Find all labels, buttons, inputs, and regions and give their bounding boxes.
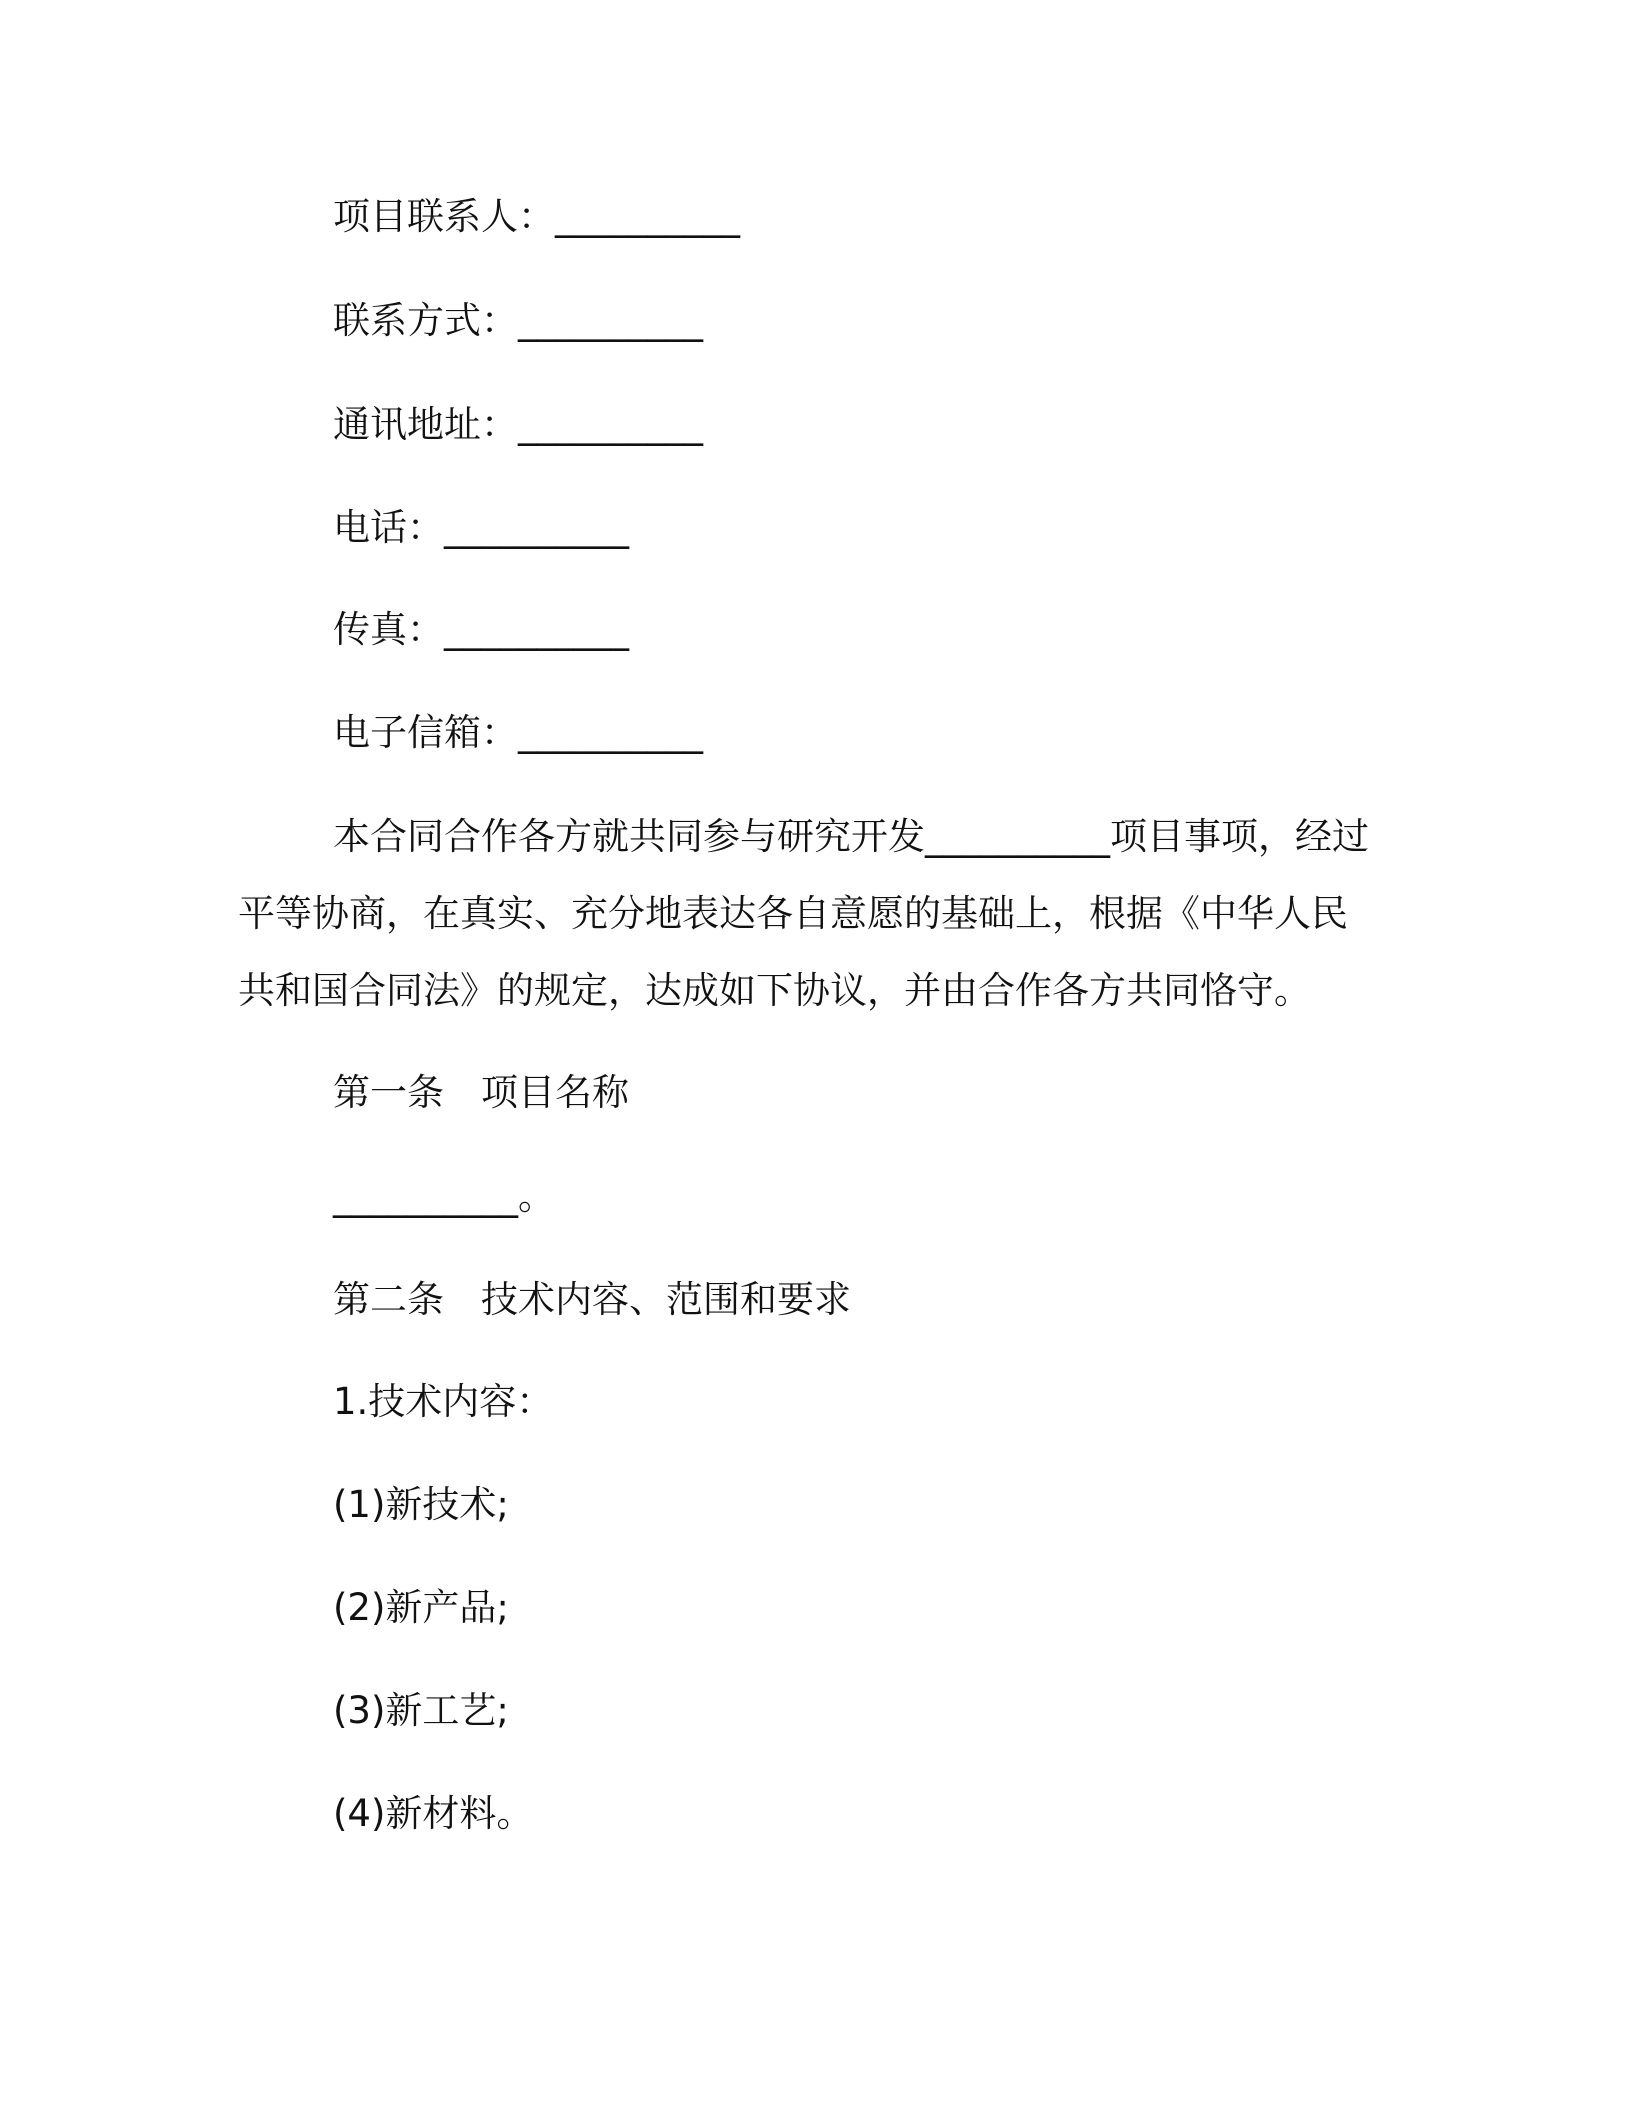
list-item: (1)新技术;	[333, 1483, 509, 1526]
field-blank: __________	[444, 608, 629, 651]
preamble-line-1: 本合同合作各方就共同参与研究开发__________项目事项，经过	[333, 815, 1369, 858]
article-1-blank: __________。	[333, 1175, 555, 1218]
list-item: (3)新工艺;	[333, 1689, 509, 1732]
field-project-contact	[333, 192, 740, 242]
field-label: 电子信箱：	[333, 711, 518, 754]
article-2-heading: 第二条 技术内容、范围和要求	[333, 1278, 851, 1321]
field-label: 电话：	[333, 506, 444, 549]
list-item: (2)新产品;	[333, 1586, 509, 1629]
field-blank: __________	[518, 299, 703, 342]
list-item: (4)新材料。	[333, 1792, 534, 1835]
field-label: 联系方式：	[333, 299, 518, 342]
field-blank: __________	[518, 403, 703, 446]
preamble-line-3: 共和国合同法》的规定，达成如下协议，并由合作各方共同恪守。	[238, 969, 1311, 1012]
field-blank: __________	[518, 711, 703, 754]
preamble-line-2: 平等协商，在真实、充分地表达各自意愿的基础上，根据《中华人民	[238, 892, 1348, 935]
field-blank: __________	[444, 506, 629, 549]
field-fax	[333, 605, 629, 655]
article-1-heading: 第一条 项目名称	[333, 1071, 629, 1114]
field-contact-method	[333, 296, 703, 346]
article-2-sub-heading: 1.技术内容：	[333, 1380, 554, 1423]
field-label: 通讯地址：	[333, 403, 518, 446]
field-email	[333, 708, 703, 758]
field-mailing-address	[333, 400, 703, 450]
field-blank: __________	[555, 195, 740, 238]
field-label: 传真：	[333, 608, 444, 651]
field-label: 项目联系人：	[333, 195, 555, 238]
field-phone	[333, 503, 629, 553]
